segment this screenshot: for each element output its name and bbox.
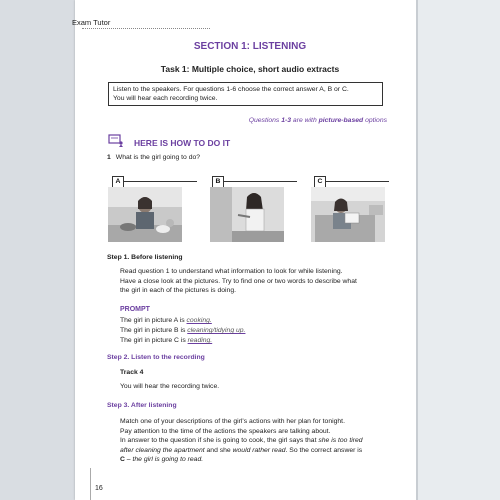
note-questions: 1-3	[281, 117, 292, 124]
header-rule	[82, 28, 210, 29]
step-3-quote: would rather read	[232, 446, 286, 454]
step-1-title: Step 1. Before listening	[107, 254, 183, 261]
step-3-text-run: . So the correct answer is	[285, 446, 363, 454]
prompt-title: PROMPT	[120, 306, 150, 313]
step-3-line: Match one of your descriptions of the girl's actions with her plan for tonight.	[120, 418, 345, 425]
margin-rule	[90, 468, 91, 500]
teacher-hint-icon	[108, 134, 124, 148]
note-picture-based: picture-based	[318, 117, 364, 124]
book-header: Exam Tutor	[72, 18, 111, 27]
girl-reading-photo	[311, 187, 385, 242]
picture-b-label: B	[212, 176, 224, 188]
step-3-quote: after cleaning the apartment	[120, 446, 205, 454]
question-text: What is the girl going to do?	[115, 154, 201, 161]
step-3-quote: – the girl is going to read.	[124, 456, 204, 463]
picture-a-frame	[112, 181, 197, 182]
howto-title: HERE IS HOW TO DO IT	[134, 138, 231, 148]
section-title: SECTION 1: LISTENING	[193, 41, 307, 52]
step-3-line: Pay attention to the time of the actions the speakers are talking about.	[120, 427, 331, 435]
task-title: Task 1: Multiple choice, short audio extracts	[160, 64, 340, 74]
step-1-line: Read question 1 to understand what information to look for while listening.	[120, 268, 343, 275]
adjacent-page-edge	[416, 0, 500, 500]
step-2-title: Step 2. Listen to the recording	[107, 354, 205, 361]
correct-answer: C	[120, 456, 125, 463]
prompt-line-a	[120, 317, 212, 324]
step-3-text-run: In answer to the question if she is going to cook, the girl says that	[120, 437, 319, 444]
prompt-prefix: The girl in picture B is	[120, 327, 188, 334]
prompt-answer: cleaning/tidying up.	[187, 327, 246, 334]
step-3-text-run: and she	[204, 446, 233, 454]
prompt-answer: reading.	[187, 337, 213, 344]
note-text: Questions	[248, 117, 282, 124]
picture-based-note	[180, 117, 387, 124]
step-3-line	[120, 436, 390, 446]
page-gutter	[416, 0, 418, 500]
picture-b-frame	[212, 181, 297, 182]
note-text: options	[363, 117, 387, 124]
step-3-title: Step 3. After listening	[107, 402, 177, 409]
prompt-line-c	[120, 337, 212, 344]
picture-c-label: C	[314, 176, 326, 188]
instructions-line-2: You will hear each recording twice.	[113, 95, 218, 102]
question-number: 1	[107, 154, 111, 161]
prompt-line-b	[120, 327, 245, 334]
step-3-line	[120, 446, 390, 456]
prompt-answer: cooking.	[186, 317, 212, 324]
step-3-quote: she is too tired	[318, 437, 363, 444]
picture-a-label: A	[112, 176, 124, 188]
step-1-text	[120, 267, 357, 296]
page-number: 16	[95, 485, 103, 492]
note-text: are with	[291, 117, 319, 124]
step-3-line	[120, 455, 390, 465]
prompt-prefix: The girl in picture A is	[120, 317, 187, 324]
step-2-text: You will hear the recording twice.	[120, 383, 220, 390]
step-1-line: the girl in each of the pictures is doing.	[120, 287, 236, 294]
instructions-line-1: Listen to the speakers. For questions 1-6 choose the correct answer A, B or C.	[113, 86, 349, 93]
girl-tidying-photo	[210, 187, 284, 242]
girl-cooking-photo	[108, 187, 182, 242]
track-label: Track 4	[120, 369, 144, 376]
instructions-box	[108, 82, 383, 106]
question-1	[107, 154, 200, 161]
step-1-line: Have a close look at the pictures. Try to find one or two words to describe what	[120, 277, 357, 285]
prompt-prefix: The girl in picture C is	[120, 337, 188, 344]
step-3-text	[120, 417, 390, 465]
